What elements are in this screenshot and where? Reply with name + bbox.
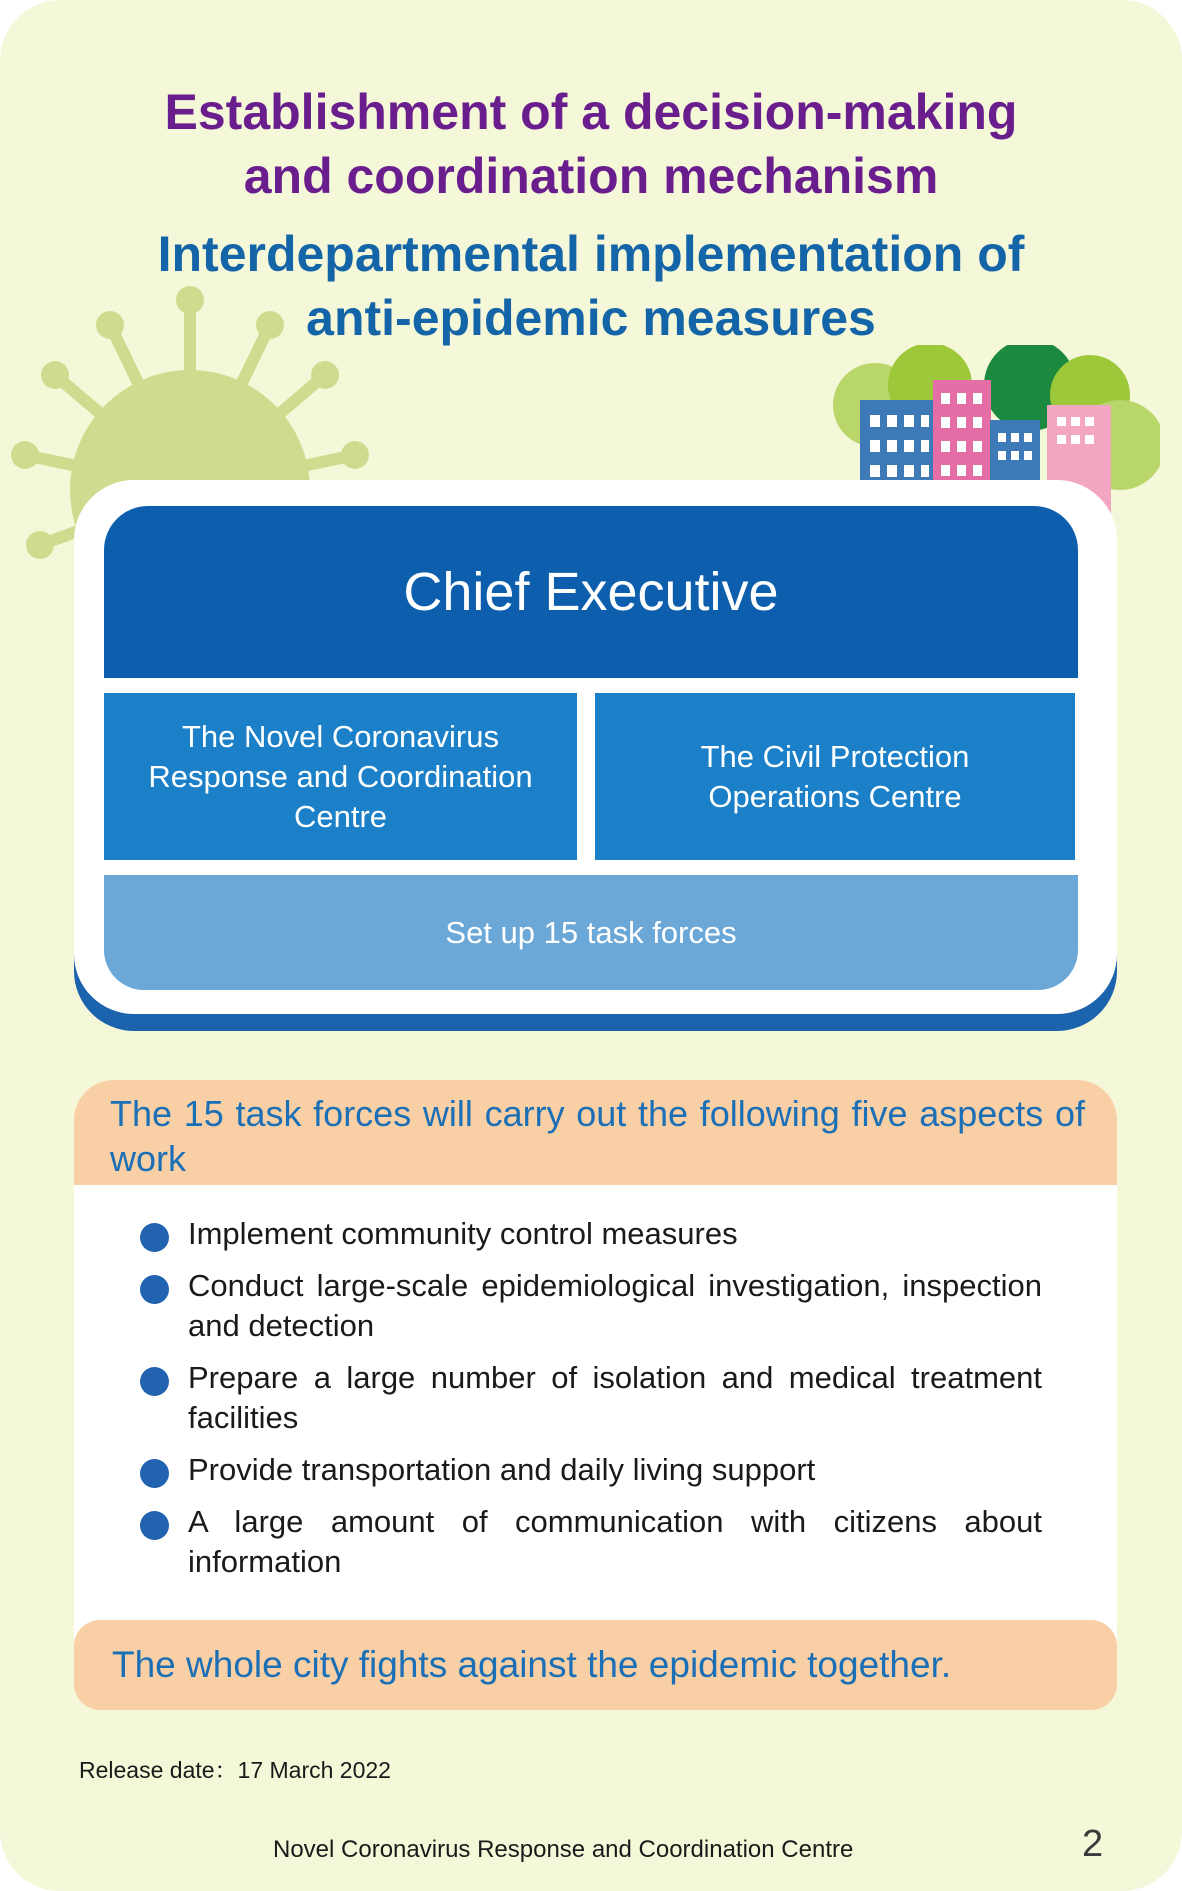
list-item — [140, 1358, 1042, 1438]
civil-protection-centre-box — [595, 693, 1075, 860]
slogan-banner: The whole city fights against the epidemic together. — [74, 1620, 1117, 1710]
page-title — [0, 80, 1182, 208]
response-coordination-centre-box — [104, 693, 577, 860]
release-date: Release date：17 March 2022 — [79, 1757, 391, 1783]
title-line: Establishment of a decision-making — [164, 84, 1018, 140]
list-item — [140, 1502, 1042, 1582]
bullet-dot-icon — [140, 1223, 169, 1252]
task-forces-box: Set up 15 task forces — [104, 875, 1078, 990]
title-line: and coordination mechanism — [243, 148, 939, 204]
list-item-text: Provide transportation and daily living support — [188, 1452, 816, 1487]
page-subtitle — [0, 222, 1182, 350]
list-item-text: A large amount of communication with citizens about information — [188, 1504, 1042, 1579]
list-item-text: Conduct large-scale epidemiological investigation, inspection and detection — [188, 1268, 1042, 1343]
aspects-heading: The 15 task forces will carry out the following five aspects of work — [74, 1080, 1117, 1185]
bullet-dot-icon — [140, 1367, 169, 1396]
list-item — [140, 1266, 1042, 1346]
box-line: The Civil Protection — [700, 738, 970, 774]
footer-organization: Novel Coronavirus Response and Coordination Centre — [273, 1836, 854, 1863]
box-line: Response and Coordination — [148, 758, 533, 794]
list-item-text: Implement community control measures — [188, 1216, 738, 1251]
list-item — [140, 1214, 1042, 1254]
box-line: The Novel Coronavirus — [181, 718, 499, 754]
bullet-dot-icon — [140, 1511, 169, 1540]
box-line: Centre — [293, 798, 388, 834]
subtitle-line: Interdepartmental implementation of — [157, 226, 1025, 282]
list-item-text: Prepare a large number of isolation and medical treatment facilities — [188, 1360, 1042, 1435]
chief-executive-box: Chief Executive — [104, 506, 1078, 678]
subtitle-line: anti-epidemic measures — [306, 290, 876, 346]
box-line: Operations Centre — [708, 778, 962, 814]
bullet-dot-icon — [140, 1459, 169, 1488]
aspects-list — [140, 1214, 1042, 1594]
list-item — [140, 1450, 1042, 1490]
page-number: 2 — [1082, 1823, 1104, 1865]
bullet-dot-icon — [140, 1275, 169, 1304]
